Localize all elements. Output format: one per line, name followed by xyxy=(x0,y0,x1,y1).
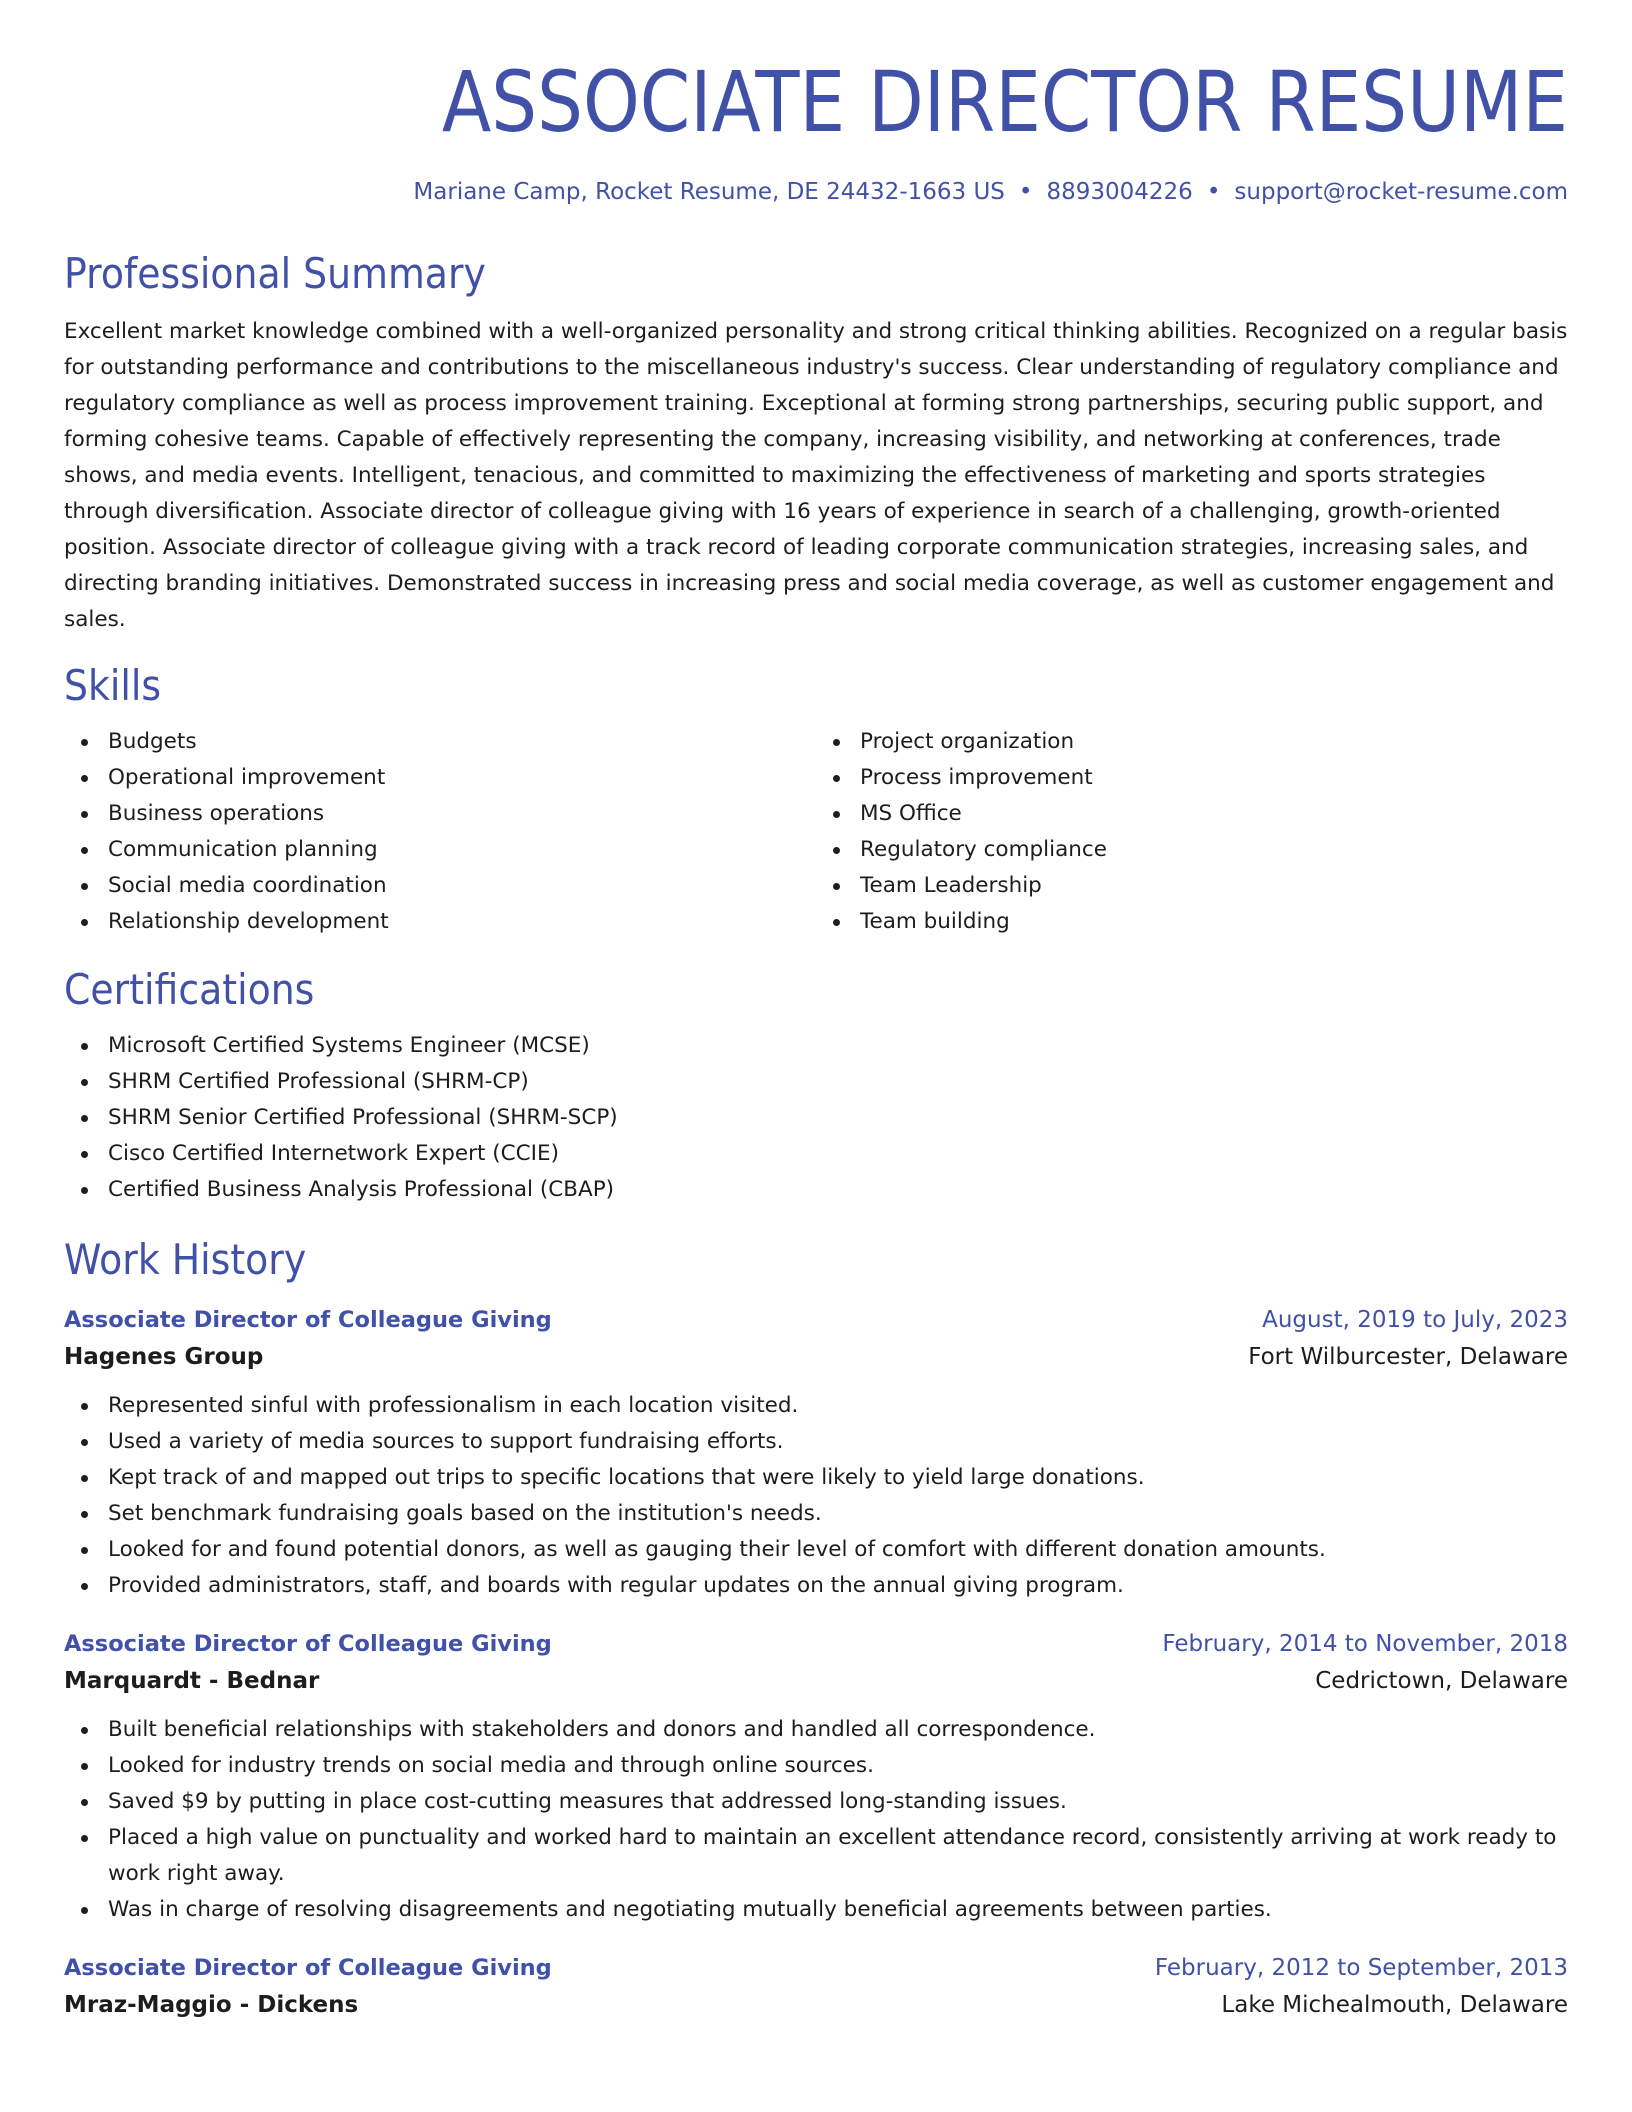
job-entry xyxy=(64,1626,1568,1928)
skill-item: Operational improvement xyxy=(108,760,816,796)
skills-list-left xyxy=(64,724,816,940)
certification-item: Cisco Certified Internetwork Expert (CCIE) xyxy=(108,1136,1568,1172)
contact-phone: 8893004226 xyxy=(1046,179,1193,205)
job-entry xyxy=(64,1950,1568,2024)
job-dates: February, 2012 to September, 2013 xyxy=(1154,1955,1568,1981)
skill-item: Budgets xyxy=(108,724,816,760)
job-dates: August, 2019 to July, 2023 xyxy=(1262,1307,1568,1333)
skill-item: Relationship development xyxy=(108,904,816,940)
skill-item: Team Leadership xyxy=(860,868,1568,904)
job-title-row xyxy=(64,1950,1568,1986)
skill-item: Process improvement xyxy=(860,760,1568,796)
certification-item: SHRM Senior Certified Professional (SHRM-SCP) xyxy=(108,1100,1568,1136)
work-history-heading: Work History xyxy=(64,1235,307,1284)
job-company-row xyxy=(64,1338,1568,1376)
job-bullet: Looked for industry trends on social media and through online sources. xyxy=(108,1748,1568,1784)
contact-address: Mariane Camp, Rocket Resume, DE 24432-1663 US xyxy=(413,179,1005,205)
job-bullet: Represented sinful with professionalism in each location visited. xyxy=(108,1388,1568,1424)
job-title: Associate Director of Colleague Giving xyxy=(64,1631,552,1657)
contact-line xyxy=(64,176,1568,208)
skills-list-right xyxy=(816,724,1568,940)
contact-separator: • xyxy=(1018,179,1033,205)
skill-item: Project organization xyxy=(860,724,1568,760)
job-bullet: Placed a high value on punctuality and worked hard to maintain an excellent attendance record, consistently arriving at work ready to work right away. xyxy=(108,1820,1568,1892)
certification-item: SHRM Certified Professional (SHRM-CP) xyxy=(108,1064,1568,1100)
job-location: Cedrictown, Delaware xyxy=(1315,1668,1568,1694)
job-company: Hagenes Group xyxy=(64,1344,264,1370)
skill-item: MS Office xyxy=(860,796,1568,832)
skill-item: Business operations xyxy=(108,796,816,832)
job-title-row xyxy=(64,1626,1568,1662)
summary-heading: Professional Summary xyxy=(64,249,486,298)
certification-item: Microsoft Certified Systems Engineer (MCSE) xyxy=(108,1028,1568,1064)
job-bullet: Used a variety of media sources to support fundraising efforts. xyxy=(108,1424,1568,1460)
resume-title: ASSOCIATE DIRECTOR RESUME xyxy=(441,53,1568,151)
job-bullet: Provided administrators, staff, and boards with regular updates on the annual giving program. xyxy=(108,1568,1568,1604)
resume-header xyxy=(64,0,1568,208)
job-bullets xyxy=(64,1712,1568,1928)
job-entry xyxy=(64,1302,1568,1604)
job-bullet: Kept track of and mapped out trips to specific locations that were likely to yield large donations. xyxy=(108,1460,1568,1496)
job-dates: February, 2014 to November, 2018 xyxy=(1162,1631,1568,1657)
skill-item: Social media coordination xyxy=(108,868,816,904)
job-location: Fort Wilburcester, Delaware xyxy=(1248,1344,1568,1370)
job-title: Associate Director of Colleague Giving xyxy=(64,1307,552,1333)
skill-item: Communication planning xyxy=(108,832,816,868)
job-bullets xyxy=(64,1388,1568,1604)
certifications-heading: Certifications xyxy=(64,965,315,1014)
job-company-row xyxy=(64,1986,1568,2024)
contact-email[interactable]: support@rocket-resume.com xyxy=(1234,179,1568,205)
job-title: Associate Director of Colleague Giving xyxy=(64,1955,552,1981)
job-title-row xyxy=(64,1302,1568,1338)
skills-columns xyxy=(64,724,1568,940)
contact-separator: • xyxy=(1206,179,1221,205)
job-bullet: Saved $9 by putting in place cost-cutting measures that addressed long-standing issues. xyxy=(108,1784,1568,1820)
job-bullet: Looked for and found potential donors, as well as gauging their level of comfort with different donation amounts. xyxy=(108,1532,1568,1568)
skill-item: Team building xyxy=(860,904,1568,940)
skills-heading: Skills xyxy=(64,661,162,710)
job-company-row xyxy=(64,1662,1568,1700)
job-bullet: Set benchmark fundraising goals based on the institution's needs. xyxy=(108,1496,1568,1532)
certifications-list xyxy=(64,1028,1568,1208)
certification-item: Certified Business Analysis Professional (CBAP) xyxy=(108,1172,1568,1208)
summary-text: Excellent market knowledge combined with a well-organized personality and strong critical thinking abilities. Recognized on a regular basis for outstanding performance and contributions to the miscellaneous industry's success. Clear understanding of regulatory compliance and regulatory compliance as well as process improvement training. Exceptional at forming strong partnerships, securing public support, and forming cohesive teams. Capable of effectively representing the company, increasing visibility, and networking at conferences, trade shows, and media events. Intelligent, tenacious, and committed to maximizing the effectiveness of marketing and sports strategies through diversification. Associate director of colleague giving with 16 years of experience in search of a challenging, growth-oriented position. Associate director of colleague giving with a track record of leading corporate communication strategies, increasing sales, and directing branding initiatives. Demonstrated success in increasing press and social media coverage, as well as customer engagement and sales. xyxy=(64,319,1568,632)
job-location: Lake Michealmouth, Delaware xyxy=(1221,1992,1568,2018)
job-company: Mraz-Maggio - Dickens xyxy=(64,1992,359,2018)
skill-item: Regulatory compliance xyxy=(860,832,1568,868)
job-bullet: Was in charge of resolving disagreements and negotiating mutually beneficial agreements between parties. xyxy=(108,1892,1568,1928)
job-company: Marquardt - Bednar xyxy=(64,1668,320,1694)
job-bullet: Built beneficial relationships with stakeholders and donors and handled all correspondence. xyxy=(108,1712,1568,1748)
